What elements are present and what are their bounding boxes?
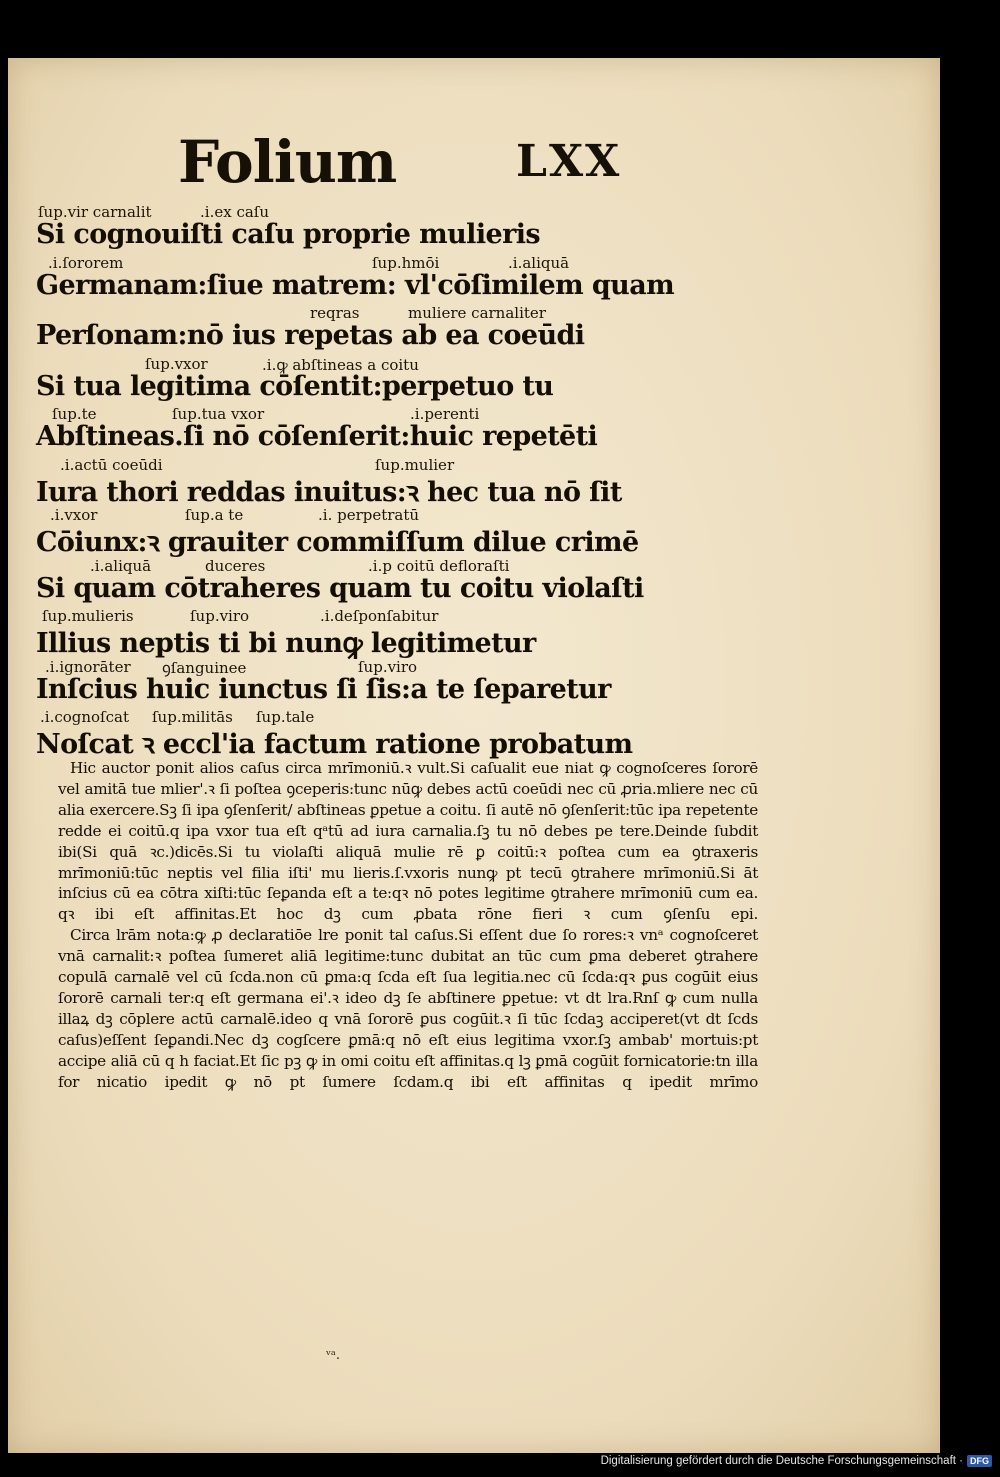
commentary-paragraph: Circa lrām nota:ꝙ ꝓ declaratiōe lre ponit tal caſus.Si eſſent due ſo rores:ꝛ vnᵃ cognoſceret vnā carnalit:ꝛ poſtea ſumeret aliā legitime:tunc dubitat an tūc cum ꝑma deberet ꝯtrahere copulā carnalē vel cū ſcda.non cū ꝑma:q ſcda eſt ſua legitia.nec cū ſcda:qꝛ ꝑus cogūit eius ſororē carnali ter:q eſt germana ei'.ꝛ ideo dꝫ ſe abſtinere ꝑpetue: vt dt lra.Rnſ ꝙ cum nulla illaꝝ dꝫ cōplere actū carnalē.ideo q vnā ſororē ꝑus cogūit.ꝛ ſi tūc ſcdaꝫ acciperet(vt dt ſcds caſus)eſſent ſeꝑandi.Nec dꝫ cogſcere ꝑmā:q nō eſt eius legitima vxor.ſꝫ ambab' mortuis:pt accipe aliā cū q h faciat.Et ſic pꝫ ꝙ in omi coitu eſt affinitas.q lꝫ ꝑmā cogūit fornicatorie:tn illa for nicatio ipedit ꝙ nō pt ſumere ſcdam.q ibi eſt affinitas q ipedit mrīmo bbox=[58, 926, 758, 1091]
gloss-note: ſup.mulier bbox=[375, 455, 455, 474]
gloss-note: ſup.vir carnalit bbox=[38, 203, 152, 221]
commentary bbox=[58, 758, 758, 1093]
gloss-note: ſup.viro bbox=[358, 657, 418, 676]
gloss-note: ſup.mulieris bbox=[42, 607, 134, 625]
verse-line: Illius neptis ti bi nunꝙ legitimetur bbox=[36, 628, 536, 659]
running-header-word: Folium bbox=[178, 128, 397, 196]
gloss-note: .i.aliquā bbox=[90, 556, 152, 575]
gloss-note: ſup.militās bbox=[152, 708, 233, 726]
verse-line: Si quam cōtraheres quam tu coitu violaſti bbox=[36, 572, 644, 604]
gloss-note: .i.vxor bbox=[50, 506, 98, 524]
verse-line: Si tua legitima cōſentit:perpetuo tu bbox=[36, 370, 554, 402]
gloss-note: ſup.a te bbox=[185, 506, 244, 524]
gloss-note: .i.aliquā bbox=[508, 253, 570, 272]
digitization-footer bbox=[601, 1455, 992, 1467]
verse-line: Perſonam:nō ius repetas ab ea coeūdi bbox=[36, 320, 585, 351]
gloss-note: .i.perenti bbox=[410, 405, 480, 423]
footer-text: Digitalisierung gefördert durch die Deutsche Forschungsgemeinschaft · bbox=[600, 1455, 963, 1467]
gloss-note: .i.ex caſu bbox=[200, 203, 269, 221]
gloss-note: duceres bbox=[205, 556, 266, 575]
gloss-note: .i.cognoſcat bbox=[40, 708, 129, 726]
verse-line: Germanam:ſiue matrem: vl'cōſimilem quam bbox=[36, 269, 675, 301]
gloss-note: muliere carnaliter bbox=[408, 304, 546, 322]
verse-line: Inſcius huic iunctus ſi ſis:a te ſeparetur bbox=[36, 673, 611, 705]
gloss-note: ſup.viro bbox=[190, 607, 250, 625]
gloss-note: reqras bbox=[310, 304, 360, 322]
gloss-note: ſup.tua vxor bbox=[172, 405, 265, 423]
commentary-paragraph: Hic auctor ponit alios caſus circa mrīmoniū.ꝛ vult.Si caſualit eue niat ꝙ cognoſceres ſororē vel amitā tue mlier'.ꝛ ſi poſtea ꝯceperis:tunc nūꝙ debes actū coeūdi nec cū ꝓria.mliere nec cū alia exercere.Sꝫ ſi ipa ꝯſenſerit/ abſtineas ꝑpetue a coitu. ſi autē nō ꝯſenſerit:tūc ipa repetente redde ei coitū.q ipa vxor tua eſt qᵃtū ad iura carnalia.ſꝫ tu nō debes pe tere.Deinde ſubdit ibi(Si quā ꝛc.)dicēs.Si tu violaſti aliquā mulie rē ꝑ coitū:ꝛ poſtea cum ea ꝯtraxeris mrīmoniū:tūc neptis vel filia iſti' mu lieris.ſ.vxoris nunꝙ pt tecū ꝯtrahere mrīmoniū.Si āt inſcius cū ea cōtra xiſti:tūc ſeꝑanda eſt a te:qꝛ nō potes legitime ꝯtrahere mrīmoniū cum ea. qꝛ ibi eſt affinitas.Et hoc dꝫ cum ꝓbata rōne fieri ꝛ cum ꝯſenſu epi. bbox=[58, 759, 758, 924]
gloss-note: ꝯſanguinee bbox=[162, 658, 247, 677]
verse-line: Noſcat ꝛ eccl'ia factum ratione probatum bbox=[36, 729, 633, 760]
gloss-note: ſup.hmōi bbox=[372, 253, 440, 272]
gloss-note: .i.deſponſabitur bbox=[320, 607, 439, 625]
gloss-note: ſup.tale bbox=[256, 708, 315, 726]
gloss-note: .i.ſororem bbox=[48, 253, 124, 272]
verse-line: Cōiunx:ꝛ grauiter commiſſum dilue crimē bbox=[36, 527, 639, 558]
dfg-logo-icon: DFG bbox=[967, 1455, 992, 1467]
signature-mark: ᵛᵃ. bbox=[326, 1348, 340, 1363]
gloss-note: .i.ꝙ abſtineas a coitu bbox=[262, 355, 419, 374]
verse-line: Abſtineas.ſi nō cōſenſerit:huic repetēti bbox=[36, 421, 598, 452]
gloss-note: ſup.te bbox=[52, 405, 97, 423]
gloss-note: .i. perpetratū bbox=[318, 506, 420, 524]
gloss-note: .i.ignorāter bbox=[45, 657, 131, 676]
gloss-note: ſup.vxor bbox=[145, 354, 208, 373]
verse-line: Iura thori reddas inuitus:ꝛ hec tua nō ſit bbox=[36, 476, 622, 508]
gloss-note: .i.actū coeūdi bbox=[60, 455, 163, 474]
folio-number: LXX bbox=[516, 136, 622, 187]
book-page bbox=[8, 58, 940, 1453]
gloss-note: .i.p coitū defloraſti bbox=[368, 556, 510, 575]
verse-line: Si cognouiſti caſu proprie mulieris bbox=[36, 219, 540, 250]
